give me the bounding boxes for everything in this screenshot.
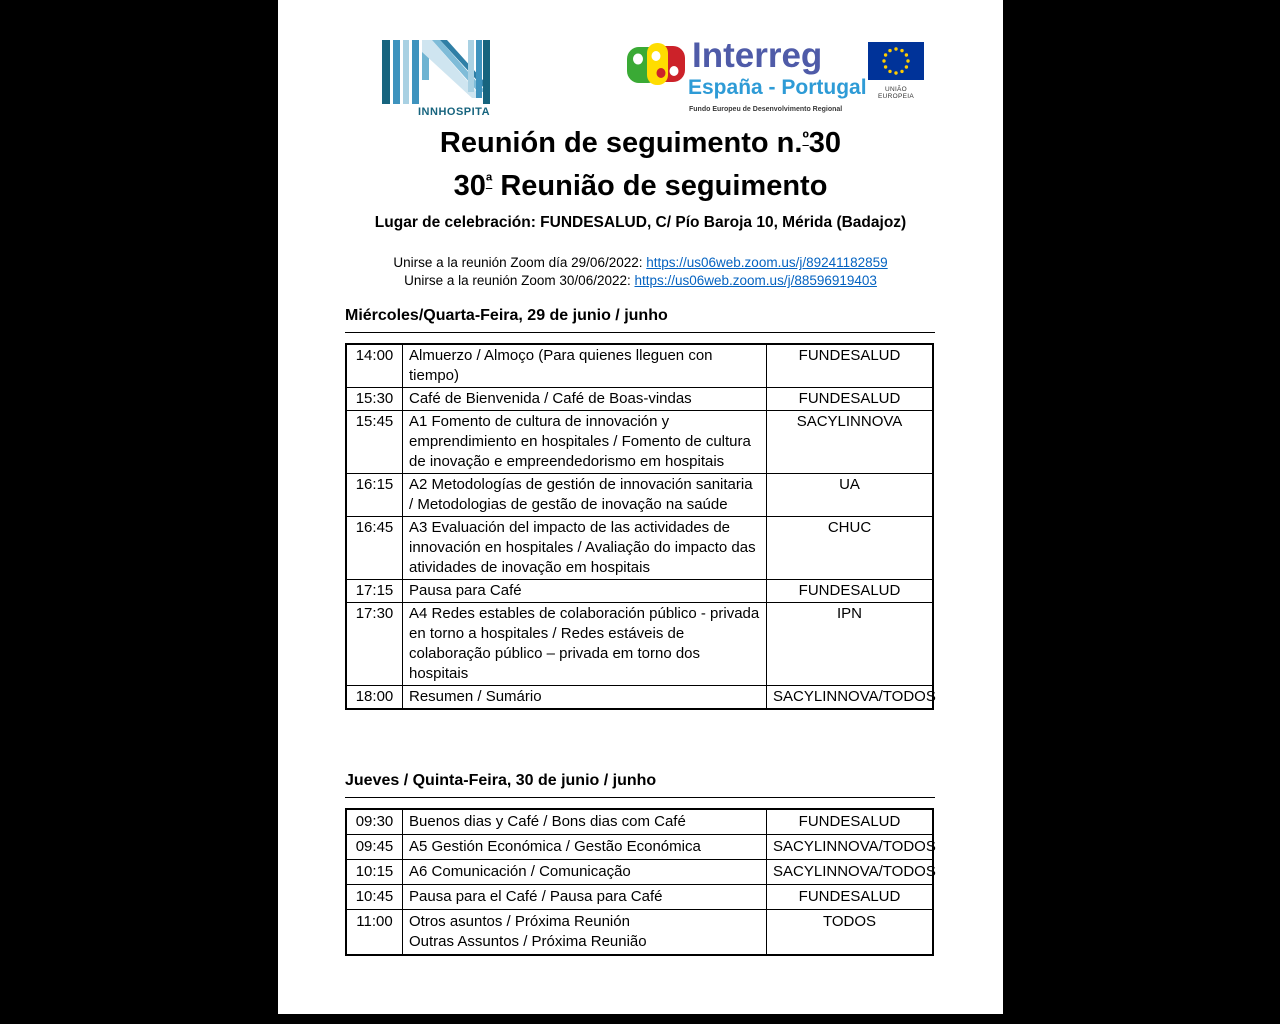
table-row xyxy=(346,411,933,474)
time-cell: 10:15 xyxy=(346,860,403,885)
day2-agenda-table xyxy=(345,808,934,956)
activity-cell: Pausa para el Café / Pausa para Café xyxy=(403,885,767,910)
zoom-link-line-2 xyxy=(278,272,1003,290)
table-row xyxy=(346,809,933,835)
responsible-cell: SACYLINNOVA xyxy=(767,411,934,474)
activity-cell: A4 Redes estables de colaboración público - privada en torno a hospitales / Redes estáveis de colaboração público – privada em torno dos hospitais xyxy=(403,603,767,686)
table-row xyxy=(346,603,933,686)
title-line-1-ordinal: º xyxy=(802,128,809,148)
interreg-funding-note: Fundo Europeu de Desenvolvimento Regional xyxy=(689,106,843,113)
responsible-cell: SACYLINNOVA/TODOS xyxy=(767,686,934,710)
eu-flag-block xyxy=(866,42,926,100)
header-logos xyxy=(278,38,1003,118)
title-line-2 xyxy=(278,162,1003,205)
responsible-cell: CHUC xyxy=(767,517,934,580)
time-cell: 10:45 xyxy=(346,885,403,910)
activity-cell: Café de Bienvenida / Café de Boas-vindas xyxy=(403,388,767,411)
responsible-cell: FUNDESALUD xyxy=(767,344,934,388)
zoom-links xyxy=(278,254,1003,290)
title-line-1 xyxy=(278,119,1003,162)
zoom-link-1[interactable]: https://us06web.zoom.us/j/89241182859 xyxy=(646,255,888,270)
interreg-logo xyxy=(626,36,936,118)
table-row xyxy=(346,517,933,580)
time-cell: 15:45 xyxy=(346,411,403,474)
activity-cell: Pausa para Café xyxy=(403,580,767,603)
document-page xyxy=(278,0,1003,1014)
zoom-link-2[interactable]: https://us06web.zoom.us/j/88596919403 xyxy=(634,273,877,288)
activity-line-2: Outras Assuntos / Próxima Reunião xyxy=(409,933,647,950)
responsible-cell: SACYLINNOVA/TODOS xyxy=(767,860,934,885)
table-row xyxy=(346,860,933,885)
activity-line-1: Otros asuntos / Próxima Reunión xyxy=(409,913,630,930)
activity-cell: A3 Evaluación del impacto de las actividades de innovación en hospitales / Avaliação do impacto das atividades de inovação em hospitais xyxy=(403,517,767,580)
responsible-cell: FUNDESALUD xyxy=(767,809,934,835)
title-line-2-ordinal: ª xyxy=(485,170,493,191)
activity-cell: Almuerzo / Almoço (Para quienes lleguen con tiempo) xyxy=(403,344,767,388)
day1-section xyxy=(345,307,935,710)
title-line-2-text: Reunião de seguimento xyxy=(492,169,828,202)
time-cell: 16:45 xyxy=(346,517,403,580)
activity-cell: A6 Comunicación / Comunicação xyxy=(403,860,767,885)
interreg-region-label: España - Portugal xyxy=(688,76,867,99)
responsible-cell: FUNDESALUD xyxy=(767,580,934,603)
eu-flag-label: UNIÃO EUROPEIA xyxy=(878,86,914,100)
table-row xyxy=(346,474,933,517)
location-line: Lugar de celebración: FUNDESALUD, C/ Pío Baroja 10, Mérida (Badajoz) xyxy=(374,214,907,231)
title-line-1-number: 30 xyxy=(808,126,842,159)
zoom-link-1-prefix: Unirse a la reunión Zoom día 29/06/2022: xyxy=(393,255,647,270)
day2-heading: Jueves / Quinta-Feira, 30 de junio / junho xyxy=(345,772,935,798)
day1-agenda-table xyxy=(345,343,934,710)
responsible-cell: SACYLINNOVA/TODOS xyxy=(767,835,934,860)
table-row xyxy=(346,686,933,710)
table-row xyxy=(346,885,933,910)
activity-cell xyxy=(403,910,767,956)
responsible-cell: FUNDESALUD xyxy=(767,388,934,411)
time-cell: 15:30 xyxy=(346,388,403,411)
table-row xyxy=(346,388,933,411)
time-cell: 09:30 xyxy=(346,809,403,835)
day2-section xyxy=(345,772,935,956)
document-title xyxy=(278,119,1003,205)
title-line-2-number: 30 xyxy=(453,169,486,202)
table-row xyxy=(346,580,933,603)
time-cell: 14:00 xyxy=(346,344,403,388)
table-row xyxy=(346,344,933,388)
activity-cell: Resumen / Sumário xyxy=(403,686,767,710)
time-cell: 16:15 xyxy=(346,474,403,517)
day1-heading: Miércoles/Quarta-Feira, 29 de junio / junho xyxy=(345,307,935,333)
responsible-cell: UA xyxy=(767,474,934,517)
time-cell: 17:15 xyxy=(346,580,403,603)
innhospital-logo-icon xyxy=(382,40,490,118)
eu-flag-icon xyxy=(868,42,924,80)
table-row xyxy=(346,910,933,956)
svg-text:INNHOSPITAL: INNHOSPITAL xyxy=(418,106,490,118)
time-cell: 09:45 xyxy=(346,835,403,860)
responsible-cell: TODOS xyxy=(767,910,934,956)
table-row xyxy=(346,835,933,860)
title-line-1-text: Reunión de seguimento n. xyxy=(439,126,803,159)
time-cell: 18:00 xyxy=(346,686,403,710)
activity-cell: A2 Metodologías de gestión de innovación sanitaria / Metodologias de gestão de inovação na saúde xyxy=(403,474,767,517)
responsible-cell: FUNDESALUD xyxy=(767,885,934,910)
time-cell: 17:30 xyxy=(346,603,403,686)
activity-cell: A1 Fomento de cultura de innovación y emprendimiento en hospitales / Fomento de cultura de inovação e empreendedorismo em hospitais xyxy=(403,411,767,474)
zoom-link-line-1 xyxy=(278,254,1003,272)
activity-cell: A5 Gestión Económica / Gestão Económica xyxy=(403,835,767,860)
interreg-wordmark: Interreg xyxy=(692,36,823,75)
interreg-symbol-icon xyxy=(626,42,686,87)
zoom-link-2-prefix: Unirse a la reunión Zoom 30/06/2022: xyxy=(404,273,635,288)
responsible-cell: IPN xyxy=(767,603,934,686)
activity-cell: Buenos dias y Café / Bons dias com Café xyxy=(403,809,767,835)
innhospital-logo xyxy=(382,40,490,123)
time-cell: 11:00 xyxy=(346,910,403,956)
